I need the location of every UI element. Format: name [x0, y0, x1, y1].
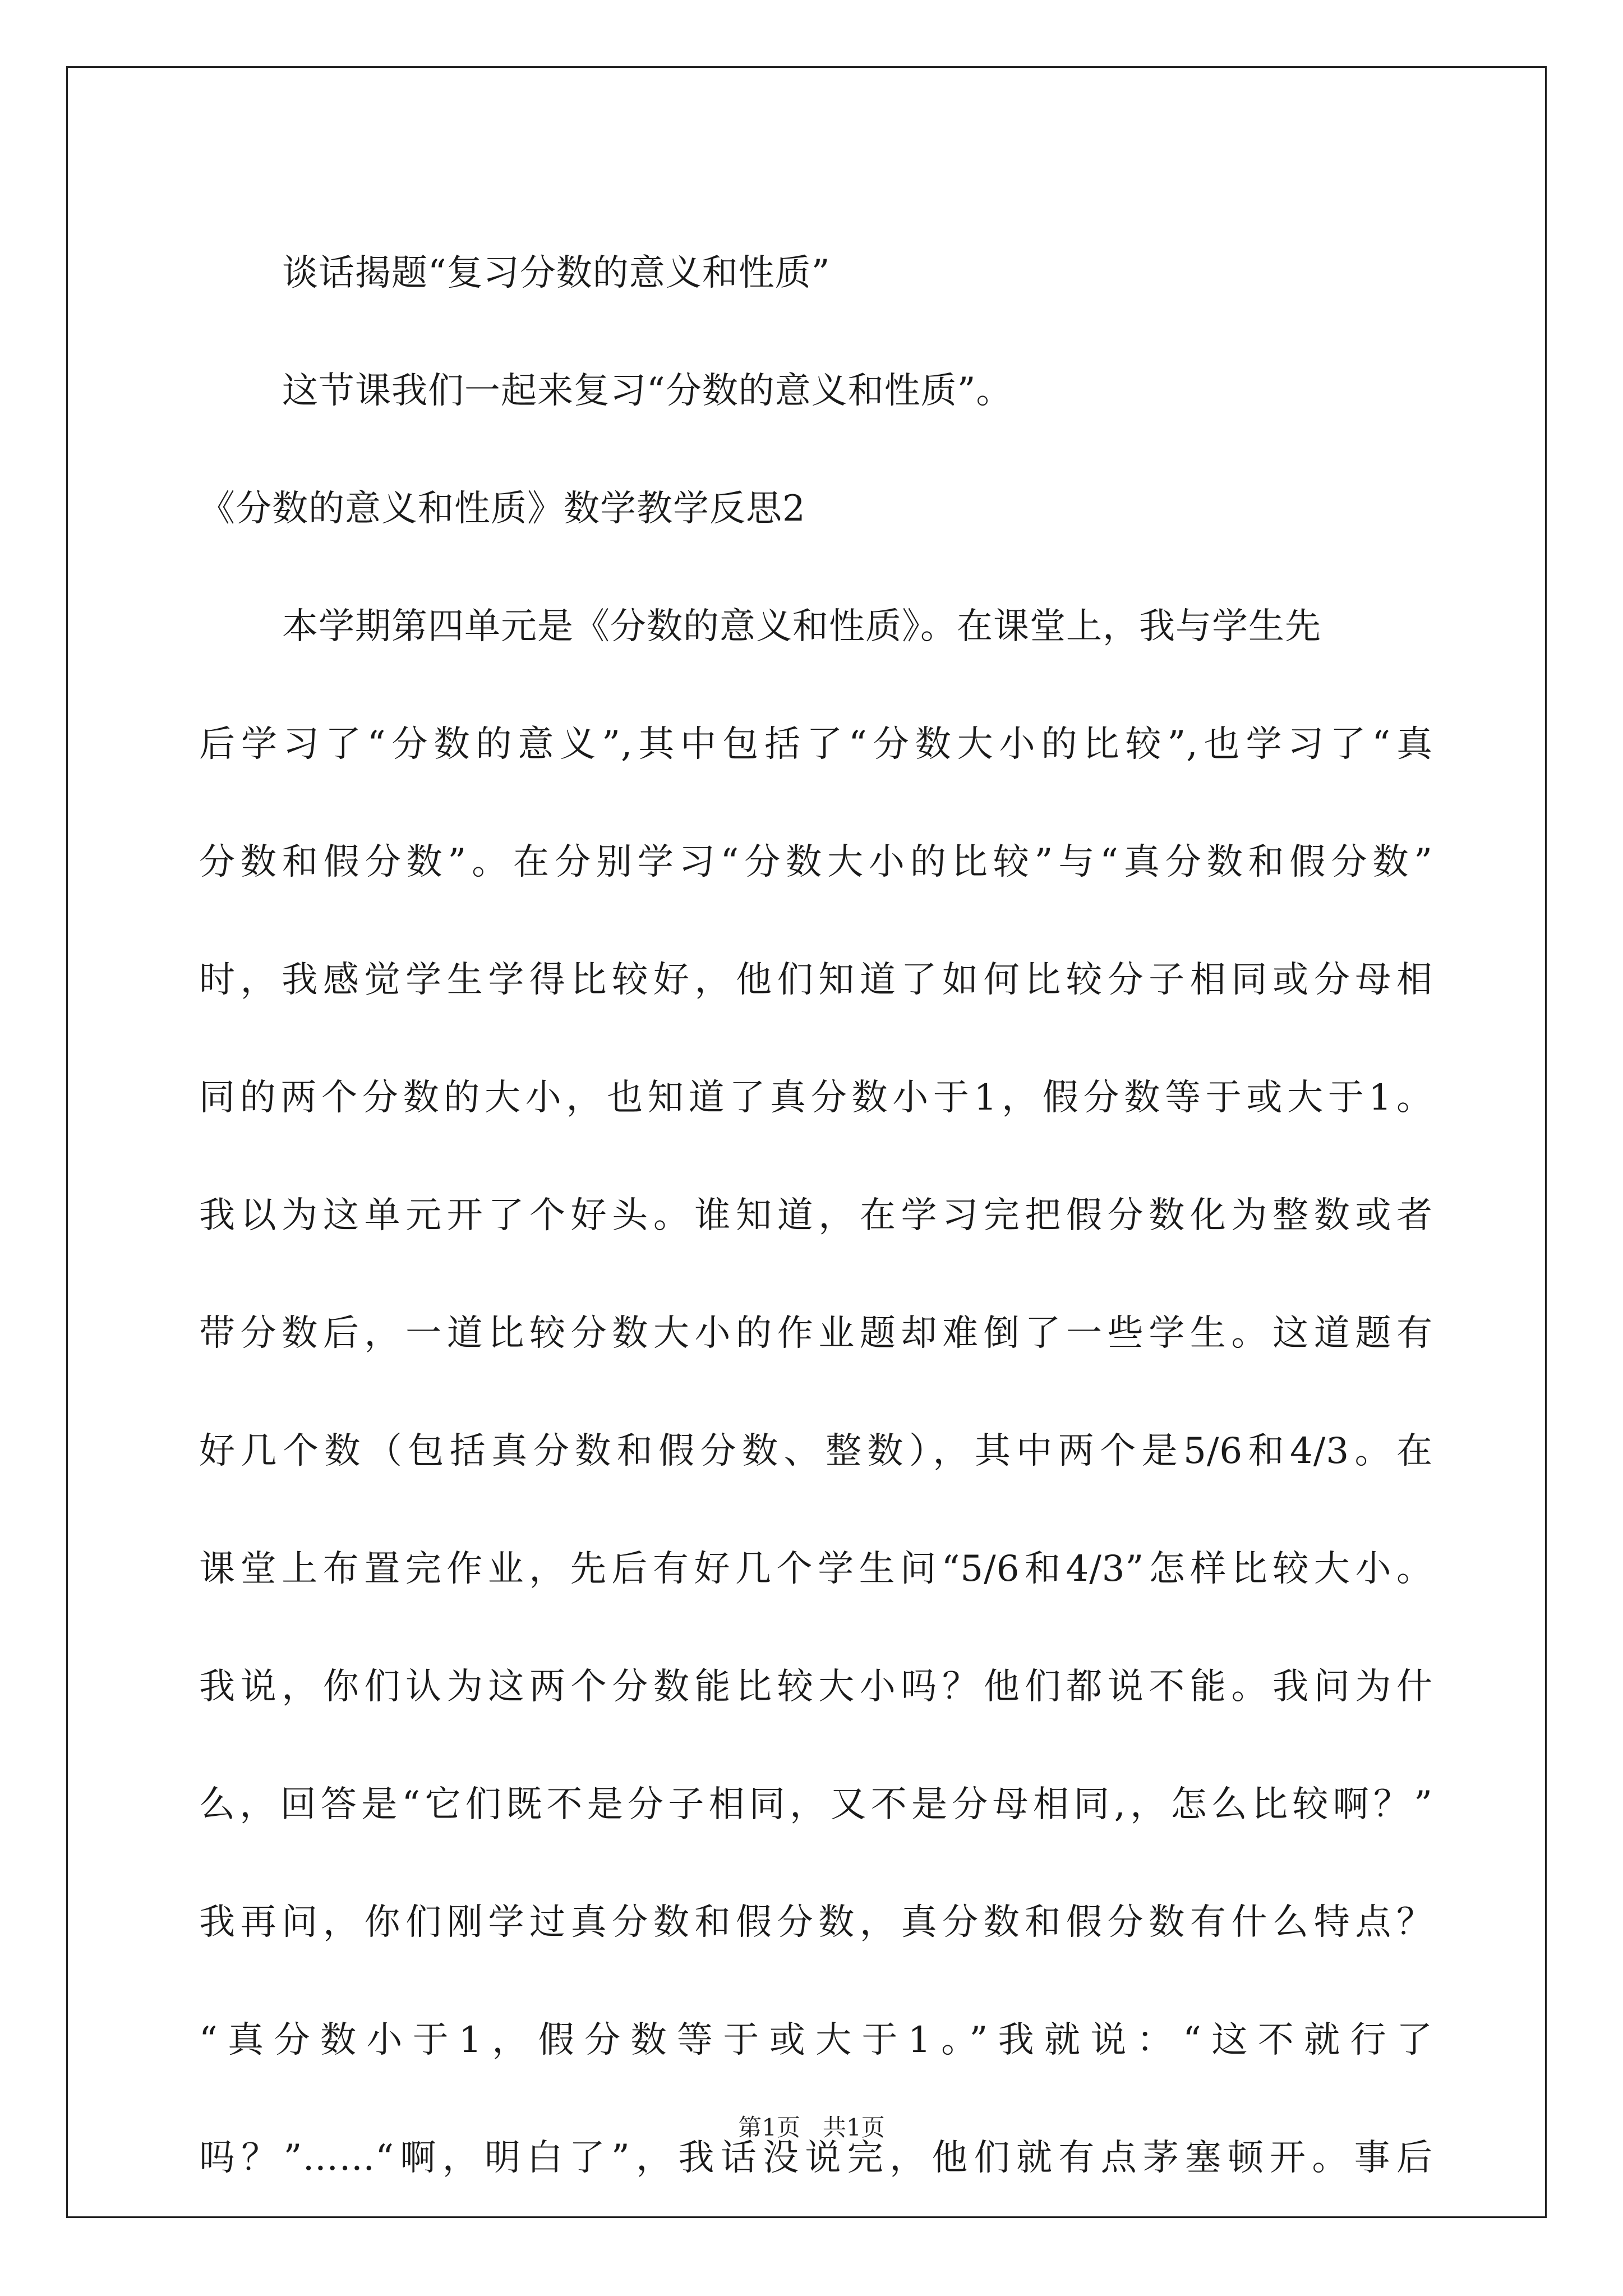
paragraph-line: 吗？”……“啊，明白了”，我话没说完，他们就有点茅塞顿开。事后 [199, 2137, 1433, 2179]
paragraph-line: 本学期第四单元是《分数的意义和性质》。在课堂上，我与学生先 [282, 606, 1321, 647]
paragraph-line: “真分数小于1，假分数等于或大于1。”我就说：“这不就行了 [199, 2019, 1433, 2061]
paragraph-line: 好几个数（包括真分数和假分数、整数），其中两个是5/6和4/3。在 [199, 1430, 1433, 1472]
paragraph-line: 同的两个分数的大小，也知道了真分数小于1，假分数等于或大于1。 [199, 1077, 1433, 1119]
section-heading: 《分数的意义和性质》数学教学反思2 [199, 488, 806, 530]
document-body [199, 214, 1433, 2217]
paragraph-line: 课堂上布置完作业，先后有好几个学生问“5/6和4/3”怎样比较大小。 [199, 1548, 1433, 1590]
paragraph-line: 谈话揭题“复习分数的意义和性质” [282, 252, 831, 294]
paragraph-line: 带分数后，一道比较分数大小的作业题却难倒了一些学生。这道题有 [199, 1313, 1433, 1354]
paragraph-line: 我说，你们认为这两个分数能比较大小吗？他们都说不能。我问为什 [199, 1666, 1433, 1708]
paragraph-line: 后学习了“分数的意义”,其中包括了“分数大小的比较”,也学习了“真 [199, 724, 1433, 765]
page-footer: 第1页 共1页 [738, 2114, 885, 2141]
paragraph-line: 这节课我们一起来复习“分数的意义和性质”。 [282, 370, 1013, 412]
paragraph-line: 时，我感觉学生学得比较好，他们知道了如何比较分子相同或分母相 [199, 959, 1433, 1001]
paragraph-line: 我以为这单元开了个好头。谁知道，在学习完把假分数化为整数或者 [199, 1195, 1433, 1236]
paragraph-line: 我再问，你们刚学过真分数和假分数，真分数和假分数有什么特点？ [199, 1902, 1433, 1943]
paragraph-line: 么，回答是“它们既不是分子相同，又不是分母相同,，怎么比较啊？” [199, 1784, 1433, 1825]
paragraph-line: 分数和假分数”。在分别学习“分数大小的比较”与“真分数和假分数” [199, 841, 1433, 883]
